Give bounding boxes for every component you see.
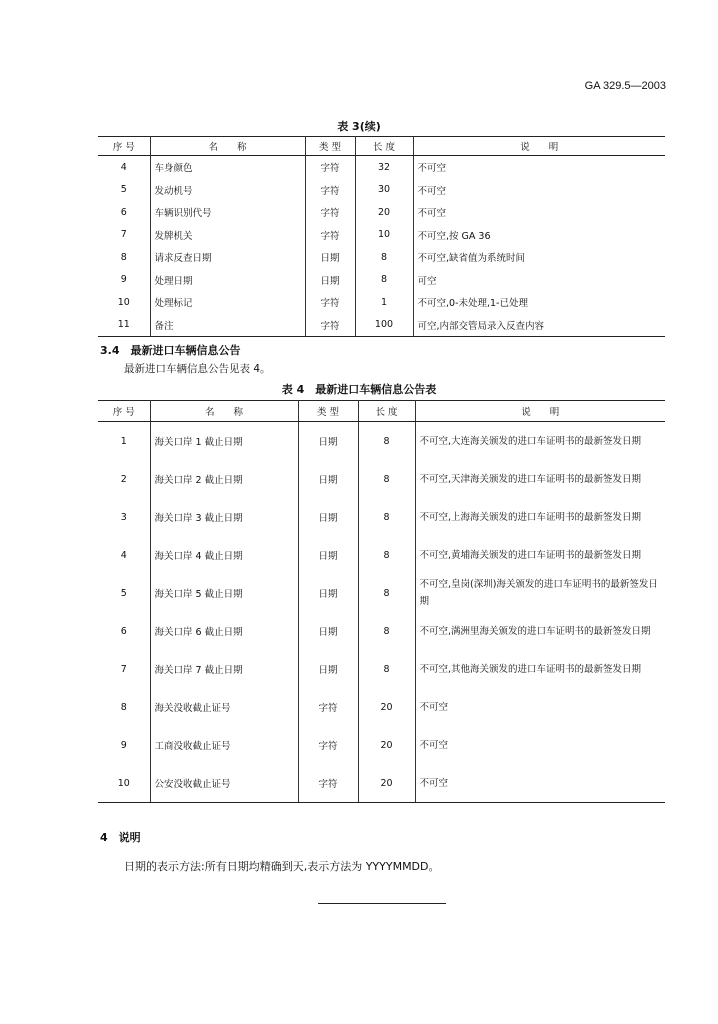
- cell-description: 可空: [413, 269, 665, 292]
- cell-type: 字符: [298, 688, 358, 726]
- cell-type: 字符: [305, 314, 355, 337]
- cell-length: 8: [358, 536, 415, 574]
- cell-name: 海关口岸 5 截止日期: [150, 574, 298, 612]
- cell-number: 6: [98, 612, 150, 650]
- cell-name: 发牌机关: [150, 224, 305, 247]
- cell-number: 2: [98, 460, 150, 498]
- cell-description: 不可空: [413, 201, 665, 224]
- cell-name: 处理日期: [150, 269, 305, 292]
- col-header-number: 序 号: [98, 137, 150, 156]
- col-header-type: 类 型: [305, 137, 355, 156]
- end-rule: [318, 903, 446, 904]
- cell-name: 车身颜色: [150, 156, 305, 179]
- cell-description: 不可空,其他海关颁发的进口车证明书的最新签发日期: [415, 650, 665, 688]
- cell-name: 海关口岸 3 截止日期: [150, 498, 298, 536]
- cell-description: 不可空,上海海关颁发的进口车证明书的最新签发日期: [415, 498, 665, 536]
- table-row: [98, 726, 665, 764]
- cell-description: 不可空,皇岗(深圳)海关颁发的进口车证明书的最新签发日期: [415, 574, 665, 612]
- cell-number: 10: [98, 764, 150, 803]
- table-row: [98, 269, 665, 292]
- cell-name: 备注: [150, 314, 305, 337]
- cell-name: 海关没收截止证号: [150, 688, 298, 726]
- table4-caption: 表 4 最新进口车辆信息公告表: [281, 383, 437, 396]
- standard-code: GA 329.5—2003: [584, 80, 666, 92]
- cell-length: 20: [358, 726, 415, 764]
- cell-number: 9: [98, 269, 150, 292]
- table-row: [98, 536, 665, 574]
- cell-number: 11: [98, 314, 150, 337]
- table-row: [98, 612, 665, 650]
- cell-length: 20: [358, 764, 415, 803]
- table-row: [98, 224, 665, 247]
- table-row: [98, 460, 665, 498]
- cell-description: 不可空: [415, 726, 665, 764]
- cell-description: 不可空: [413, 156, 665, 179]
- section-3-4-heading: 3.4 最新进口车辆信息公告: [100, 344, 241, 357]
- cell-description: 不可空,黄埔海关颁发的进口车证明书的最新签发日期: [415, 536, 665, 574]
- cell-number: 7: [98, 224, 150, 247]
- cell-name: 海关口岸 1 截止日期: [150, 422, 298, 461]
- cell-name: 公安没收截止证号: [150, 764, 298, 803]
- table-row: [98, 498, 665, 536]
- cell-type: 日期: [298, 498, 358, 536]
- cell-number: 4: [98, 536, 150, 574]
- table3: [98, 136, 665, 337]
- cell-name: 海关口岸 7 截止日期: [150, 650, 298, 688]
- table-row: [98, 291, 665, 314]
- cell-name: 发动机号: [150, 179, 305, 202]
- cell-description: 不可空,按 GA 36: [413, 224, 665, 247]
- col-header-length: 长 度: [358, 401, 415, 422]
- cell-name: 车辆识别代号: [150, 201, 305, 224]
- cell-description: 不可空,满洲里海关颁发的进口车证明书的最新签发日期: [415, 612, 665, 650]
- cell-length: 8: [355, 269, 413, 292]
- cell-type: 日期: [298, 574, 358, 612]
- table-row: [98, 156, 665, 179]
- table-row: [98, 650, 665, 688]
- cell-type: 字符: [298, 764, 358, 803]
- cell-type: 日期: [305, 246, 355, 269]
- col-header-length: 长 度: [355, 137, 413, 156]
- cell-length: 8: [358, 422, 415, 461]
- cell-number: 5: [98, 574, 150, 612]
- cell-number: 1: [98, 422, 150, 461]
- table-row: [98, 179, 665, 202]
- table4: [98, 400, 665, 803]
- cell-length: 30: [355, 179, 413, 202]
- cell-description: 不可空,大连海关颁发的进口车证明书的最新签发日期: [415, 422, 665, 461]
- table-row: [98, 764, 665, 803]
- cell-description: 可空,内部交管局录入反查内容: [413, 314, 665, 337]
- cell-number: 8: [98, 688, 150, 726]
- cell-length: 20: [358, 688, 415, 726]
- cell-number: 5: [98, 179, 150, 202]
- cell-name: 工商没收截止证号: [150, 726, 298, 764]
- cell-length: 8: [358, 498, 415, 536]
- table-row: [98, 574, 665, 612]
- cell-length: 8: [358, 574, 415, 612]
- cell-number: 4: [98, 156, 150, 179]
- cell-description: 不可空,天津海关颁发的进口车证明书的最新签发日期: [415, 460, 665, 498]
- section-3-4-text: 最新进口车辆信息公告见表 4。: [124, 363, 271, 375]
- cell-length: 8: [358, 460, 415, 498]
- table-row: [98, 688, 665, 726]
- cell-length: 20: [355, 201, 413, 224]
- table3-caption: 表 3(续): [337, 120, 381, 133]
- table-row: [98, 422, 665, 461]
- cell-type: 字符: [305, 201, 355, 224]
- col-header-type: 类 型: [298, 401, 358, 422]
- cell-length: 32: [355, 156, 413, 179]
- cell-type: 字符: [305, 224, 355, 247]
- cell-name: 海关口岸 2 截止日期: [150, 460, 298, 498]
- cell-type: 字符: [305, 291, 355, 314]
- cell-type: 日期: [298, 536, 358, 574]
- cell-type: 日期: [298, 612, 358, 650]
- table-row: [98, 246, 665, 269]
- cell-number: 3: [98, 498, 150, 536]
- cell-number: 9: [98, 726, 150, 764]
- cell-name: 处理标记: [150, 291, 305, 314]
- cell-number: 7: [98, 650, 150, 688]
- cell-number: 6: [98, 201, 150, 224]
- cell-description: 不可空,缺省值为系统时间: [413, 246, 665, 269]
- table-header-row: [98, 137, 665, 156]
- cell-type: 日期: [298, 650, 358, 688]
- cell-number: 10: [98, 291, 150, 314]
- section-4-heading: 4 说明: [100, 831, 141, 844]
- cell-type: 字符: [305, 156, 355, 179]
- cell-type: 字符: [305, 179, 355, 202]
- cell-length: 10: [355, 224, 413, 247]
- cell-type: 日期: [298, 460, 358, 498]
- col-header-description: 说 明: [413, 137, 665, 156]
- cell-name: 海关口岸 4 截止日期: [150, 536, 298, 574]
- cell-description: 不可空,0-未处理,1-已处理: [413, 291, 665, 314]
- section-4-text: 日期的表示方法:所有日期均精确到天,表示方法为 YYYYMMDD。: [124, 860, 440, 873]
- col-header-number: 序 号: [98, 401, 150, 422]
- table-row: [98, 314, 665, 337]
- cell-length: 8: [358, 650, 415, 688]
- cell-description: 不可空: [415, 688, 665, 726]
- cell-description: 不可空: [413, 179, 665, 202]
- cell-length: 8: [355, 246, 413, 269]
- cell-type: 日期: [305, 269, 355, 292]
- cell-type: 字符: [298, 726, 358, 764]
- col-header-name: 名 称: [150, 401, 298, 422]
- cell-name: 请求反查日期: [150, 246, 305, 269]
- cell-type: 日期: [298, 422, 358, 461]
- cell-length: 8: [358, 612, 415, 650]
- cell-description: 不可空: [415, 764, 665, 803]
- col-header-description: 说 明: [415, 401, 665, 422]
- cell-number: 8: [98, 246, 150, 269]
- table-header-row: [98, 401, 665, 422]
- cell-length: 1: [355, 291, 413, 314]
- table-row: [98, 201, 665, 224]
- col-header-name: 名 称: [150, 137, 305, 156]
- cell-name: 海关口岸 6 截止日期: [150, 612, 298, 650]
- cell-length: 100: [355, 314, 413, 337]
